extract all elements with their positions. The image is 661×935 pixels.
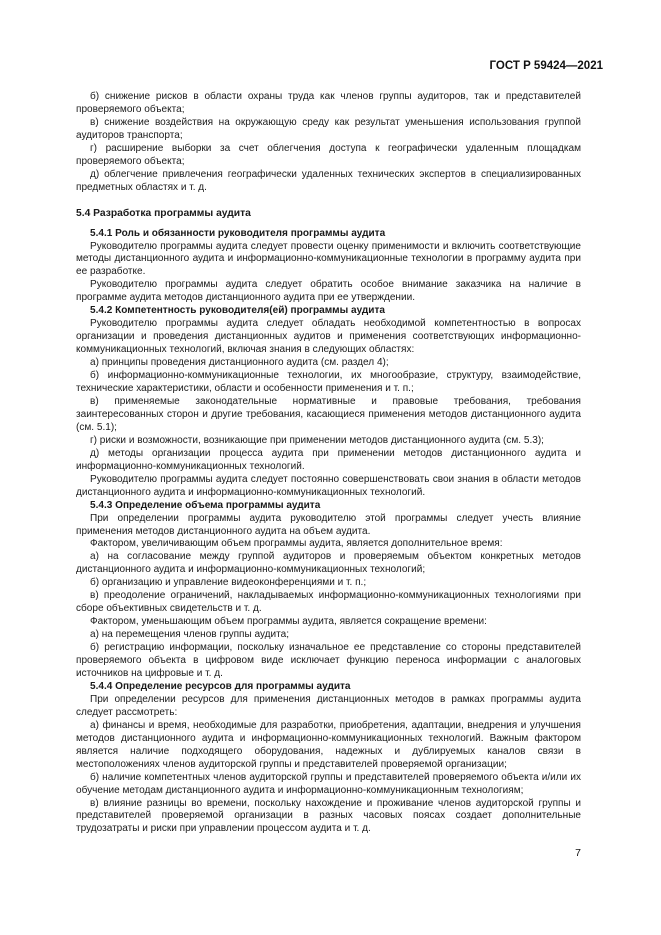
list-item: в) применяемые законодательные нормативные и правовые требования, требования заинтересованных сторон и другие требования, касающиеся применения методов дистанционного аудита (см. 5.1);: [76, 395, 581, 433]
list-item: б) организацию и управление видеоконференциями и т. п.;: [90, 577, 367, 589]
section-heading-5-4-2: 5.4.2 Компетентность руководителя(ей) программы аудита: [90, 305, 385, 317]
list-item: б) наличие компетентных членов аудиторской группы и представителей проверяемого объекта и/или их обучение методам дистанционного аудита и информационно-коммуникационным технологиям;: [76, 771, 581, 796]
paragraph: Руководителю программы аудита следует постоянно совершенствовать свои знания в области методов дистанционного аудита и информационно-коммуникационных технологий.: [76, 473, 581, 498]
section-heading-5-4-4: 5.4.4 Определение ресурсов для программы аудита: [90, 680, 351, 692]
paragraph: Руководителю программы аудита следует обладать необходимой компетентностью в вопросах организации и проведения дистанционных аудитов и применения соответствующих информационно-коммуникационных технологий, включая знания в следующих областях:: [76, 318, 581, 356]
list-item: б) снижение рисков в области охраны труда как членов группы аудиторов, так и представителей проверяемого объекта;: [76, 91, 581, 115]
list-item: а) на согласование между группой аудиторов и проверяемым объектом конкретных методов дистанционного аудита и информационно-коммуникационных технологий;: [76, 551, 581, 576]
paragraph: При определении ресурсов для применения дистанционных методов в рамках программы аудита следует рассмотреть:: [76, 693, 581, 718]
paragraph: При определении программы аудита руководителю этой программы следует учесть влияние применения методов дистанционного аудита на объем аудита.: [76, 512, 581, 537]
section-heading-5-4-1: 5.4.1 Роль и обязанности руководителя программы аудита: [90, 227, 386, 239]
list-item: б) регистрацию информации, поскольку изначальное ее представление со стороны представителей проверяемого объекта в цифровом виде исключает функцию переноса информации с аналоговых источников на цифровые и т. д.: [76, 642, 581, 679]
page-number: 7: [575, 847, 581, 859]
paragraph: Руководителю программы аудита следует обратить особое внимание заказчика на наличие в программе аудита методов дистанционного аудита при ее утверждении.: [76, 279, 581, 304]
list-item: б) информационно-коммуникационные технологии, их многообразие, структуру, взаимодействие, технические характеристики, области и особенности применения и т. п.;: [76, 370, 581, 395]
list-item: в) снижение воздействия на окружающую среду как результат уменьшения использования группой аудиторов транспорта;: [76, 116, 581, 141]
paragraph: Фактором, уменьшающим объем программы аудита, является сокращение времени:: [90, 616, 487, 628]
list-item: г) расширение выборки за счет облегчения доступа к географически удаленным площадкам проверяемого объекта;: [76, 142, 581, 167]
list-item: а) на перемещения членов группы аудита;: [90, 629, 289, 641]
list-item: а) финансы и время, необходимые для разработки, приобретения, адаптации, внедрения и улучшения методов дистанционного аудита и информационно-коммуникационных технологий. Важным фактором является наличие подходящего оборудования, надежных и дублируемых каналов связи в местоположениях членов аудиторской группы и представителей проверяемой организации;: [76, 719, 581, 770]
list-item: в) преодоление ограничений, накладываемых информационно-коммуникационных технологиями при сборе объективных свидетельств и т. д.: [76, 590, 581, 615]
paragraph: Фактором, увеличивающим объем программы аудита, является дополнительное время:: [90, 538, 503, 550]
list-item: в) влияние разницы во времени, поскольку нахождение и проживание членов аудиторской группы и представителей проверяемой организации в разных часовых поясах создает дополнительные трудозатраты и риски при управлении процессом аудита и т. д.: [76, 797, 581, 835]
document-body: [76, 91, 581, 836]
standard-header: ГОСТ Р 59424—2021: [489, 60, 603, 72]
list-item: д) методы организации процесса аудита при применении методов дистанционного аудита и информационно-коммуникационных технологий.: [76, 447, 581, 472]
paragraph: Руководителю программы аудита следует провести оценку применимости и включить соответствующие методы дистанционного аудита и информационно-коммуникационные технологии в программу аудита при ее разработке.: [76, 240, 581, 278]
list-item: г) риски и возможности, возникающие при применении методов дистанционного аудита (см. 5.3);: [90, 434, 544, 446]
section-heading-5-4: 5.4 Разработка программы аудита: [76, 207, 251, 219]
section-heading-5-4-3: 5.4.3 Определение объема программы аудита: [90, 499, 321, 511]
list-item: д) облегчение привлечения географически удаленных технических экспертов в специализированных предметных областях и т. д.: [76, 168, 581, 193]
list-item: а) принципы проведения дистанционного аудита (см. раздел 4);: [90, 357, 389, 369]
